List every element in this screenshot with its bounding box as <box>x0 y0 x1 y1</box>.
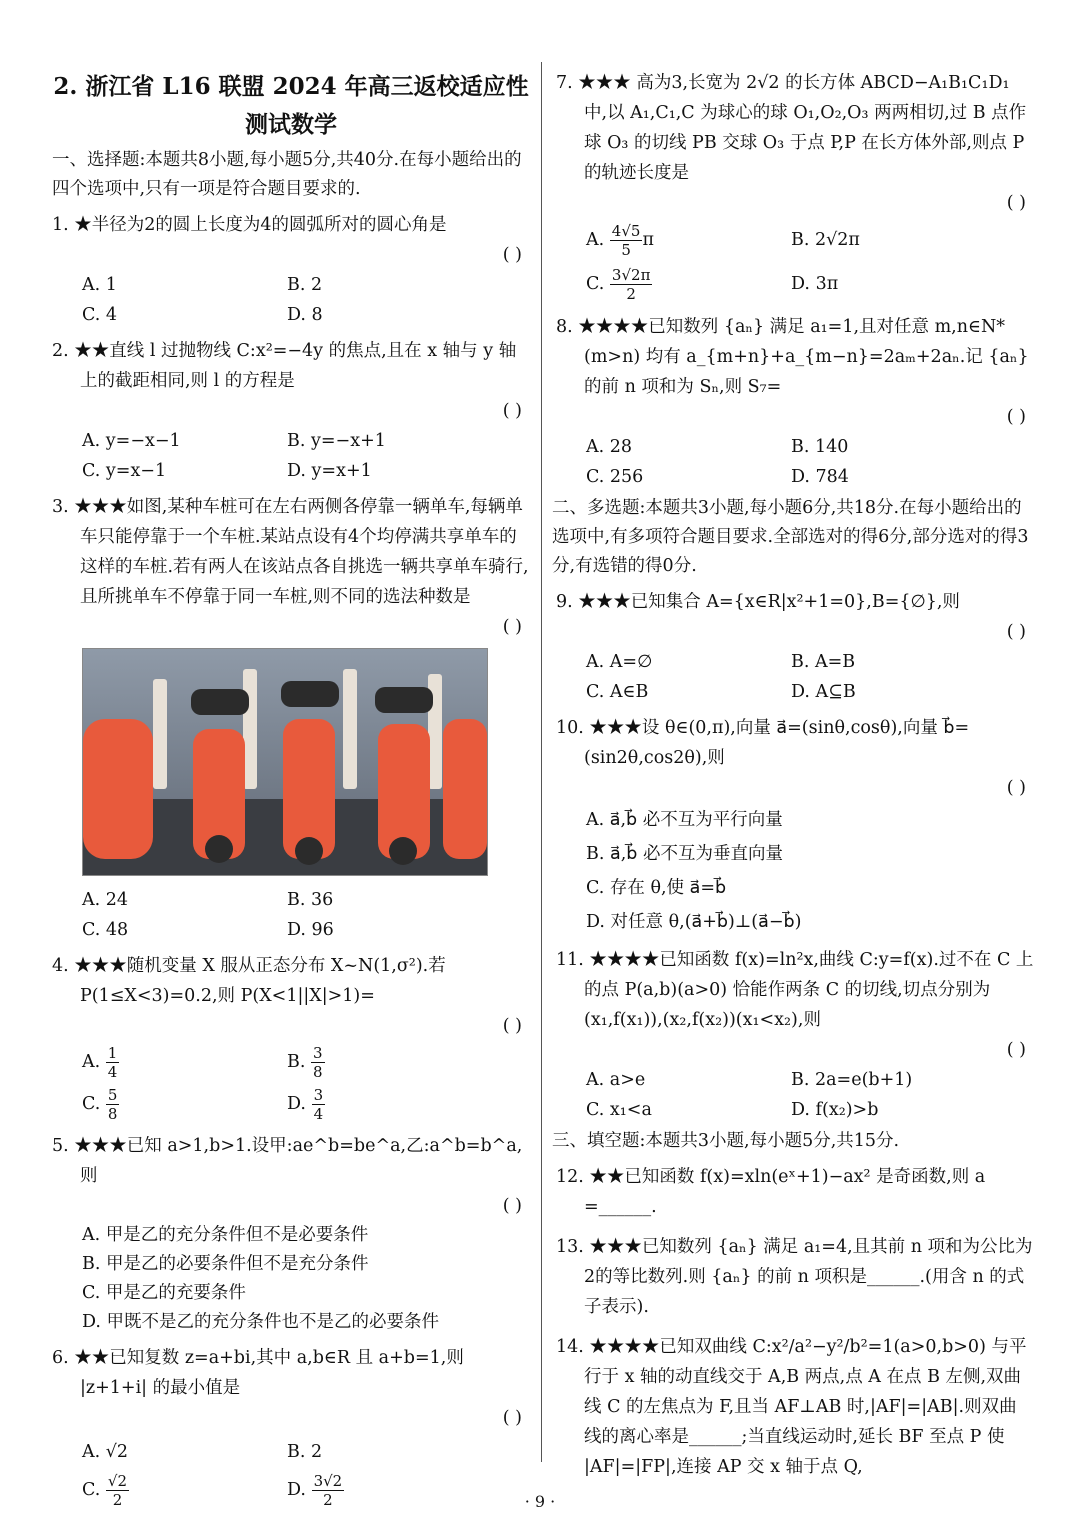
option-d: D. 784 <box>791 467 849 487</box>
question-text: 13. ★★★已知数列 {aₙ} 满足 a₁=4,且其前 n 项和为公比为2的等比数列.则 {aₙ} 的前 n 项积是______.(用含 n 的式子表示). <box>556 1237 1033 1317</box>
option-a: A. $\frac{1}{4}$ <box>82 1044 118 1081</box>
option-d: D. 对任意 θ,(a⃗+b⃗)⊥(a⃗−b⃗) <box>586 912 802 932</box>
page-number: · 9 · <box>524 1492 556 1511</box>
option-c: C. $\frac{5}{8}$ <box>82 1086 118 1123</box>
option-b: B. 2 <box>287 1442 323 1462</box>
question-text: 12. ★★已知函数 f(x)=xln(eˣ+1)−ax² 是奇函数,则 a =______. <box>556 1167 986 1217</box>
right-column <box>552 60 1034 1482</box>
option-a: A. 1 <box>82 275 117 295</box>
option-a: A. 甲是乙的充分条件但不是必要条件 <box>82 1225 369 1245</box>
option-d: D. $\frac{3}{4}$ <box>287 1086 324 1123</box>
options <box>556 218 1034 306</box>
option-a: A. 28 <box>586 437 633 457</box>
question-4 <box>52 951 530 1125</box>
question-text: 14. ★★★★已知双曲线 C:x²/a²−y²/b²=1(a>0,b>0) 与平行于 x 轴的动直线交于 A,B 两点,点 A 在点 B 左侧,双曲线 C 的左焦点为 F,且当 AF⊥AB 时,|AF|=|AB|.则双曲线的离心率是______;当直线运动时,延长 BF 至点 P 使 |AF|=|FP|,连接 AP 交 x 轴于点 Q, <box>556 1337 1027 1477</box>
option-b: B. a⃗,b⃗ 必不互为垂直向量 <box>586 844 783 864</box>
question-text: 3. ★★★如图,某种车桩可在左右两侧各停靠一辆单车,每辆单车只能停靠于一个车桩.某站点设有4个均停满共享单车的这样的车桩.若有两人在该站点各自挑选一辆共享单车骑行,且所挑单车不停靠于同一车桩,则不同的选法种数是 <box>52 497 529 607</box>
paper-title <box>52 68 530 144</box>
section-3-intro: 三、填空题:本题共3小题,每小题5分,共15分. <box>552 1131 900 1151</box>
question-text: 5. ★★★已知 a>1,b>1.设甲:ae^b=be^a,乙:a^b=b^a,则 <box>52 1136 523 1186</box>
options <box>52 270 530 330</box>
question-14 <box>556 1332 1034 1482</box>
options <box>52 426 530 486</box>
option-c: C. A∈B <box>586 682 649 702</box>
option-b: B. 2√2π <box>791 230 860 250</box>
answer-blank: ( ) <box>1006 778 1026 798</box>
question-text: 7. ★★★ 高为3,长宽为 2√2 的长方体 ABCD−A₁B₁C₁D₁ 中,以 A₁,C₁,C 为球心的球 O₁,O₂,O₃ 两两相切,过 B 点作球 O₃ 的切线 PB 交球 O₃ 于点 P,P 在长方体外部,则点 P 的轨迹长度是 <box>556 73 1027 183</box>
option-b: B. 甲是乙的必要条件但不是充分条件 <box>82 1254 369 1274</box>
question-text: 11. ★★★★已知函数 f(x)=ln²x,曲线 C:y=f(x).过不在 C 上的点 P(a,b)(a>0) 恰能作两条 C 的切线,切点分别为 (x₁,f(x₁)),(x₂,f(x₂))(x₁<x₂),则 <box>556 950 1034 1030</box>
question-text: 8. ★★★★已知数列 {aₙ} 满足 a₁=1,且对任意 m,n∈N*(m>n) 均有 a_{m+n}+a_{m−n}=2aₘ+2aₙ.记 {aₙ} 的前 n 项和为 Sₙ,则 S₇= <box>556 317 1029 397</box>
options <box>556 803 1034 939</box>
answer-blank: ( ) <box>1006 193 1026 213</box>
options <box>556 432 1034 492</box>
question-11 <box>556 945 1034 1125</box>
question-2 <box>52 336 530 486</box>
option-d: D. 甲既不是乙的充分条件也不是乙的必要条件 <box>82 1312 440 1332</box>
question-3 <box>52 492 530 945</box>
answer-blank: ( ) <box>1006 1040 1026 1060</box>
option-a: A. a⃗,b⃗ 必不互为平行向量 <box>586 810 783 830</box>
section-1-intro: 一、选择题:本题共8小题,每小题5分,共40分.在每小题给出的四个选项中,只有一项是符合题目要求的. <box>52 150 522 199</box>
option-a: A. √2 <box>82 1442 129 1462</box>
option-c: C. $\frac{√2}{2}$ <box>82 1472 128 1509</box>
options <box>52 1221 530 1337</box>
answer-blank: ( ) <box>1006 622 1026 642</box>
bike-dock-photo <box>82 648 488 876</box>
question-text: 6. ★★已知复数 z=a+bi,其中 a,b∈R 且 a+b=1,则 |z+1+i| 的最小值是 <box>52 1348 464 1398</box>
question-text: 2. ★★直线 l 过抛物线 C:x²=−4y 的焦点,且在 x 轴与 y 轴上的截距相同,则 l 的方程是 <box>52 341 517 391</box>
question-text: 4. ★★★随机变量 X 服从正态分布 X~N(1,σ²).若 P(1≤X<3)=0.2,则 P(X<1||X|>1)= <box>52 956 446 1006</box>
question-8 <box>556 312 1034 492</box>
question-1 <box>52 210 530 330</box>
question-5 <box>52 1131 530 1337</box>
option-b: B. y=−x+1 <box>287 431 386 451</box>
option-d: D. f(x₂)>b <box>791 1100 879 1120</box>
question-text: 1. ★半径为2的圆上长度为4的圆弧所对的圆心角是 <box>52 215 447 235</box>
title-line-1: 2. 浙江省 L16 联盟 2024 年高三返校适应性 <box>53 73 529 100</box>
option-c: C. 48 <box>82 920 129 940</box>
answer-blank: ( ) <box>502 245 522 265</box>
left-column <box>52 60 530 1509</box>
question-12 <box>556 1162 1034 1222</box>
option-d: D. 3π <box>791 274 839 294</box>
question-7 <box>556 68 1034 306</box>
title-line-2: 测试数学 <box>245 111 337 138</box>
option-a: A. y=−x−1 <box>82 431 181 451</box>
option-c: C. x₁<a <box>586 1100 652 1120</box>
option-a: A. $\frac{4√5}{5}$ π <box>586 222 654 259</box>
option-c: C. $\frac{3√2\pi}{2}$ <box>586 266 651 303</box>
options <box>556 1065 1034 1125</box>
option-c: C. 256 <box>586 467 644 487</box>
answer-blank: ( ) <box>502 617 522 637</box>
option-d: D. $\frac{3√2}{2}$ <box>287 1472 343 1509</box>
options <box>52 885 530 945</box>
option-a: A. 24 <box>82 890 129 910</box>
question-text: 9. ★★★已知集合 A={x∈R|x²+1=0},B={∅},则 <box>556 592 960 612</box>
question-13 <box>556 1232 1034 1322</box>
answer-blank: ( ) <box>1006 407 1026 427</box>
option-c: C. y=x−1 <box>82 461 167 481</box>
option-d: D. A⊆B <box>791 682 856 702</box>
option-b: B. 36 <box>287 890 334 910</box>
option-c: C. 甲是乙的充要条件 <box>82 1283 246 1303</box>
section-2-intro: 二、多选题:本题共3小题,每小题6分,共18分.在每小题给出的选项中,有多项符合题目要求.全部选对的得6分,部分选对的得3分,有选错的得0分. <box>552 498 1029 576</box>
option-d: D. y=x+1 <box>287 461 372 481</box>
question-9 <box>556 587 1034 707</box>
option-b: B. 2 <box>287 275 323 295</box>
options <box>52 1041 530 1125</box>
option-a: A. A=∅ <box>586 652 653 672</box>
column-divider <box>541 62 542 1462</box>
answer-blank: ( ) <box>502 401 522 421</box>
question-6 <box>52 1343 530 1509</box>
answer-blank: ( ) <box>502 1016 522 1036</box>
option-c: C. 存在 θ,使 a⃗=b⃗ <box>586 878 727 898</box>
option-d: D. 8 <box>287 305 323 325</box>
question-10 <box>556 713 1034 939</box>
answer-blank: ( ) <box>502 1408 522 1428</box>
options <box>556 647 1034 707</box>
option-b: B. $\frac{3}{8}$ <box>287 1044 323 1081</box>
question-text: 10. ★★★设 θ∈(0,π),向量 a⃗=(sinθ,cosθ),向量 b⃗=(sin2θ,cos2θ),则 <box>556 718 970 768</box>
option-b: B. A=B <box>791 652 856 672</box>
answer-blank: ( ) <box>502 1196 522 1216</box>
option-d: D. 96 <box>287 920 334 940</box>
option-b: B. 140 <box>791 437 849 457</box>
option-a: A. a>e <box>586 1070 646 1090</box>
option-c: C. 4 <box>82 305 118 325</box>
option-b: B. 2a=e(b+1) <box>791 1070 913 1090</box>
